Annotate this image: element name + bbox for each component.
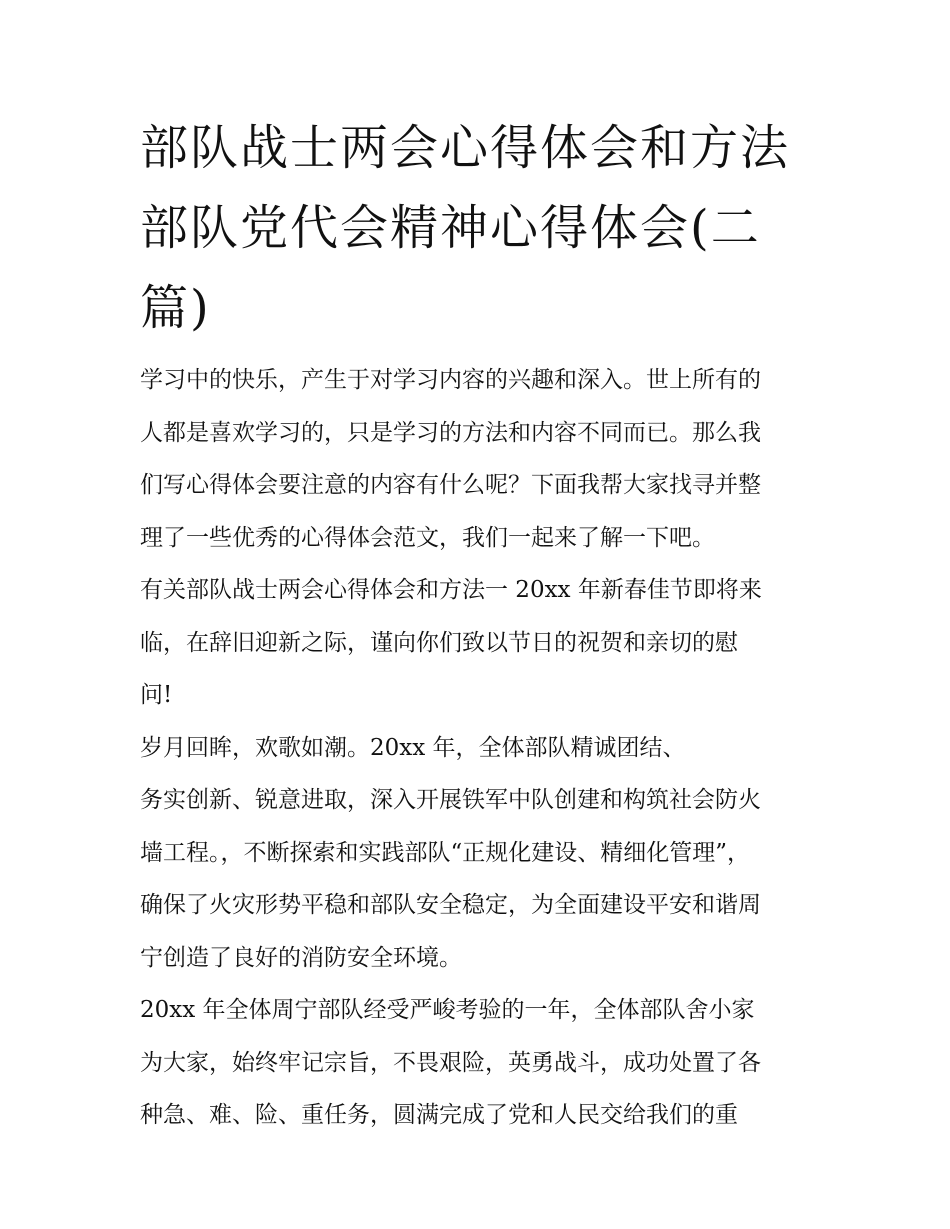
- body-line: 们写心得体会要注意的内容有什么呢？下面我帮大家找寻并整: [140, 472, 761, 498]
- body-line: 有关部队战士两会心得体会和方法一 20xx 年新春佳节即将来: [140, 577, 762, 603]
- document-title: [140, 108, 820, 348]
- title-line: 部队党代会精神心得体会(二: [140, 200, 761, 256]
- title-line: 部队战士两会心得体会和方法: [140, 120, 791, 176]
- body-line: 学习中的快乐，产生于对学习内容的兴趣和深入。世上所有的: [140, 367, 761, 393]
- body-line: 20xx 年全体周宁部队经受严峻考验的一年，全体部队舍小家: [140, 997, 755, 1023]
- body-line: 问!: [140, 682, 173, 708]
- body-line: 岁月回眸，欢歌如潮。20xx 年，全体部队精诚团结、: [140, 734, 686, 761]
- title-line: 篇): [140, 280, 211, 336]
- body-line: 人都是喜欢学习的，只是学习的方法和内容不同而已。那么我: [140, 419, 761, 446]
- body-line: 为大家，始终牢记宗旨，不畏艰险，英勇战斗，成功处置了各: [140, 1049, 761, 1076]
- document-body: [140, 354, 830, 1142]
- body-line: 种急、难、险、重任务，圆满完成了党和人民交给我们的重: [140, 1102, 738, 1128]
- body-line: 宁创造了良好的消防安全环境。: [140, 944, 462, 971]
- body-line: 确保了火灾形势平稳和部队安全稳定，为全面建设平安和谐周: [140, 892, 761, 918]
- body-line: 临，在辞旧迎新之际，谨向你们致以节日的祝贺和亲切的慰: [140, 629, 738, 656]
- body-line: 务实创新、锐意进取，深入开展铁军中队创建和构筑社会防火: [140, 787, 761, 813]
- body-line: 理了一些优秀的心得体会范文，我们一起来了解一下吧。: [140, 524, 715, 551]
- body-line: 墙工程。，不断探索和实践部队“正规化建设、精细化管理”，: [140, 839, 751, 866]
